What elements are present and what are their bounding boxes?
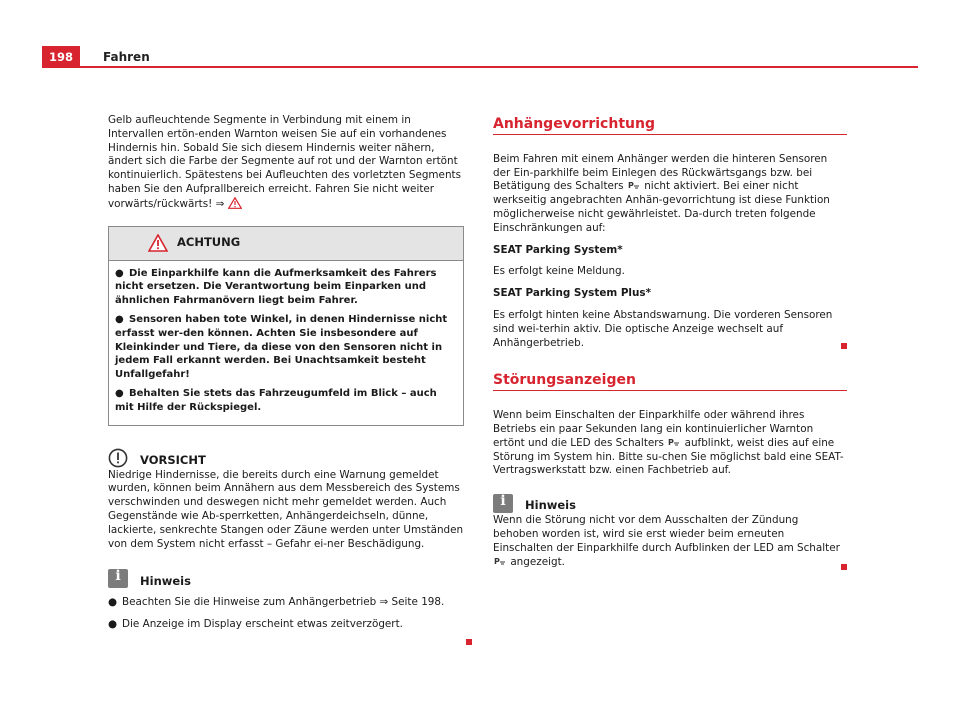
reference-arrow[interactable]: ⇒ [215,197,225,210]
hinweis-text: Wenn die Störung nicht vor dem Ausschalten der Zündung behoben worden ist, wird sie erst wieder beim erneuten Einschalten der Einparkhilfe durch Aufblinken der LED am Schalter P angezeigt. [493,514,840,568]
parking-switch-icon [628,180,640,190]
svg-text:P: P [494,556,500,566]
anhaenger-paragraph: Beim Fahren mit einem Anhänger werden die hinteren Sensoren der Ein-parkhilfe beim Einlegen des Rückwärtsgangs bzw. bei Betätigung des Schalters P nicht aktiviert. Bei einer nicht werkseitig angebrachten Anhän-gevorrichtung ist diese Funktion möglicherweise nicht gewährleistet. Da-durch treten folgende Einschränkungen auf: [493,152,830,234]
intro-paragraph [108,114,464,212]
parking-system-text: Es erfolgt keine Meldung. [493,265,625,278]
parking-switch-icon [494,556,506,566]
hinweis-block-right [493,494,847,569]
end-square-icon [108,636,472,644]
hinweis-item: ● Die Anzeige im Display erscheint etwas zeitverzögert. [108,618,403,631]
section-title-stoerungsanzeigen: Störungsanzeigen [493,374,847,391]
achtung-box [108,226,464,426]
left-column [108,114,464,644]
svg-text:P: P [668,437,675,447]
right-column [493,118,847,569]
parking-system-plus-text: Es erfolgt hinten keine Abstandswarnung. Die vorderen Sensoren sind wei-terhin aktiv. Die optische Anzeige wechselt auf Anhängerbetrieb. [493,308,833,349]
warning-triangle-icon[interactable] [228,197,242,209]
exclamation-circle-icon [108,448,128,468]
chapter-title: Fahren [103,50,150,64]
info-hint-icon: i [108,569,128,588]
achtung-header [109,227,463,261]
vorsicht-block [108,448,464,552]
section-title-anhaengevorrichtung: Anhängevorrichtung [493,118,847,135]
achtung-item: ● Behalten Sie stets das Fahrzeugumfeld im Blick – auch mit Hilfe der Rückspiegel. [115,388,437,413]
achtung-item: ● Die Einparkhilfe kann die Aufmerksamkeit des Fahrers nicht ersetzen. Die Verantwortung beim Einparken und ähnlichen Fahrmanövern liegt beim Fahrer. [115,267,437,306]
achtung-title: ACHTUNG [177,235,241,250]
hinweis-item: ● Beachten Sie die Hinweise zum Anhängerbetrieb ⇒ Seite 198. [108,596,445,609]
parking-switch-icon [668,437,680,447]
warning-triangle-icon [148,234,168,252]
achtung-body [109,261,463,425]
hinweis-header [493,494,847,513]
vorsicht-header [108,448,464,468]
hinweis-title: Hinweis [525,498,576,513]
hinweis-header [108,569,464,588]
achtung-item: ● Sensoren haben tote Winkel, in denen Hindernisse nicht erfasst wer-den können. Achten Sie insbesondere auf Kleinkinder und Tiere, da diese von den Sensoren nicht in jedem Fall erkannt werden. Bei Unachtsamkeit besteht Unfallgefahr! [115,314,448,380]
svg-text:P: P [627,181,634,191]
intro-text: Gelb aufleuchtende Segmente in Verbindung mit einem in Intervallen ertön-enden Warnton weisen Sie auf ein vorhandenes Hindernis hin. Sobald Sie sich diesem Hindernis weiter nähern, ändert sich die Farbe der Segmente auf rot und der Warnton ertönt kontinuierlich. Spätestens bei Aufleuchten des vorletzten Segments haben Sie den Aufprallbereich erreicht. Fahren Sie nicht weiter vorwärts/rückwärts! [108,114,462,210]
info-hint-icon: i [493,494,513,513]
vorsicht-text: Niedrige Hindernisse, die bereits durch eine Warnung gemeldet wurden, können beim Annähern aus dem Messbereich des Systems verschwinden und deswegen nicht mehr gemeldet werden. Auch Gegenstände wie Ab-sperrketten, Anhängerdeichseln, dünne, lackierte, senkrechte Stangen oder Zäune werden unter Umständen von dem System nicht erfasst – Gefahr ei-ner Beschädigung. [108,468,464,550]
stoerung-paragraph: Wenn beim Einschalten der Einparkhilfe oder während ihres Betriebs ein paar Sekunden lang ein kontinuierlicher Warnton ertönt und die LED des Schalters P aufblinkt, weist dies auf eine Störung im System hin. Bitte su-chen Sie möglichst bald eine SEAT-Vertragswerkstatt bzw. einen Fachbetrieb auf. [493,409,844,477]
header-rule [80,66,918,68]
subheading-parking-system: SEAT Parking System* [493,243,623,256]
hinweis-title: Hinweis [140,573,191,588]
vorsicht-title: VORSICHT [140,452,206,467]
subheading-parking-system-plus: SEAT Parking System Plus* [493,287,652,300]
page-number: 198 [42,46,80,68]
hinweis-block-left [108,569,464,644]
